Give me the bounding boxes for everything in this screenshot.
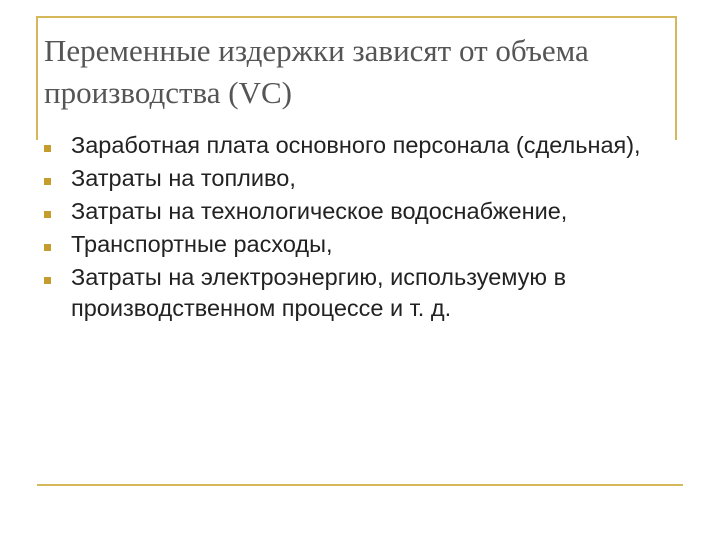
square-bullet-icon xyxy=(44,145,51,152)
square-bullet-icon xyxy=(44,244,51,251)
bottom-rule xyxy=(37,484,683,486)
bullet-item xyxy=(44,229,664,260)
right-rule xyxy=(675,16,677,140)
left-rule xyxy=(36,16,38,140)
top-rule xyxy=(37,16,676,18)
bullet-item xyxy=(44,196,664,227)
bullet-item xyxy=(44,262,664,324)
bullet-text: Затраты на электроэнергию, используемую в производственном процессе и т. д. xyxy=(71,264,567,321)
slide-title: Переменные издержки зависят от объема производства (VC) xyxy=(44,33,589,110)
square-bullet-icon xyxy=(44,178,51,185)
bullet-item xyxy=(44,130,664,161)
bullet-item xyxy=(44,163,664,194)
bullet-text: Транспортные расходы, xyxy=(71,231,333,257)
square-bullet-icon xyxy=(44,211,51,218)
bullet-text: Заработная плата основного персонала (сдельная), xyxy=(71,132,641,158)
square-bullet-icon xyxy=(44,277,51,284)
bullet-text: Затраты на технологическое водоснабжение, xyxy=(71,198,568,224)
bullet-text: Затраты на топливо, xyxy=(71,165,296,191)
bullet-list xyxy=(44,130,664,326)
